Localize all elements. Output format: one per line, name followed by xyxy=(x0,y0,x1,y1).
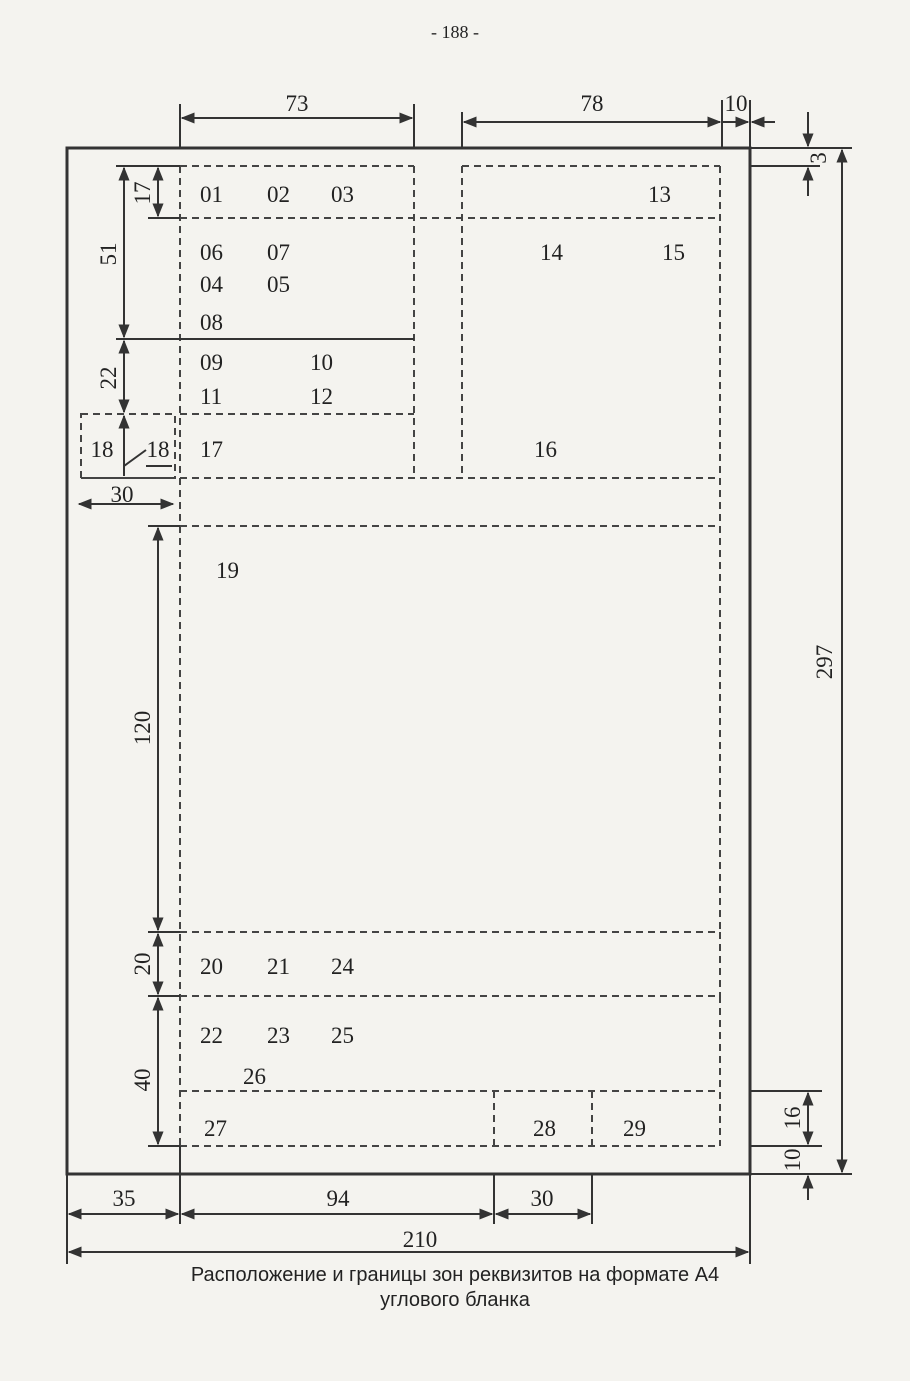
zone-12: 12 xyxy=(310,384,333,409)
caption-line-2: углового бланка xyxy=(380,1289,530,1311)
zone-08: 08 xyxy=(200,310,223,335)
zone-16: 16 xyxy=(534,437,557,462)
dim-120: 120 xyxy=(130,710,155,746)
zone-24: 24 xyxy=(331,954,354,979)
dim-18-left: 18 xyxy=(90,437,114,462)
dim-210: 210 xyxy=(402,1227,438,1252)
zone-14: 14 xyxy=(540,240,563,265)
dim-30-left: 30 xyxy=(110,482,134,507)
zone-09: 09 xyxy=(200,350,223,375)
dim-73: 73 xyxy=(285,91,309,116)
zone-23: 23 xyxy=(267,1023,290,1048)
dim-40: 40 xyxy=(130,1068,155,1092)
zone-27: 27 xyxy=(204,1116,227,1141)
zone-29: 29 xyxy=(623,1116,646,1141)
zone-21: 21 xyxy=(267,954,290,979)
zone-02: 02 xyxy=(267,182,290,207)
zone-22: 22 xyxy=(200,1023,223,1048)
zone-06: 06 xyxy=(200,240,223,265)
page-number: - 188 - xyxy=(431,22,479,42)
zone-grid xyxy=(81,166,720,1146)
dimension-lines xyxy=(67,100,852,1264)
zone-07: 07 xyxy=(267,240,290,265)
zone-04: 04 xyxy=(200,272,223,297)
zone-11: 11 xyxy=(200,384,223,409)
zone-labels xyxy=(200,182,685,1141)
zone-05: 05 xyxy=(267,272,290,297)
dim-94: 94 xyxy=(326,1186,350,1211)
dim-16: 16 xyxy=(780,1106,805,1130)
zone-01: 01 xyxy=(200,182,223,207)
zone-15: 15 xyxy=(662,240,685,265)
dim-20: 20 xyxy=(130,952,155,976)
zone-19: 19 xyxy=(216,558,239,583)
zone-10: 10 xyxy=(310,350,333,375)
dim-30-bottom: 30 xyxy=(530,1186,554,1211)
dim-10-bottom: 10 xyxy=(780,1148,805,1172)
dim-3: 3 xyxy=(806,152,831,164)
zone-26: 26 xyxy=(243,1064,266,1089)
dim-297: 297 xyxy=(812,644,837,680)
zone-25: 25 xyxy=(331,1023,354,1048)
zone-28: 28 xyxy=(533,1116,556,1141)
zone-20: 20 xyxy=(200,954,223,979)
zone-17: 17 xyxy=(200,437,223,462)
dim-78: 78 xyxy=(580,91,604,116)
zone-03: 03 xyxy=(331,182,354,207)
dim-35: 35 xyxy=(112,1186,136,1211)
dim-22: 22 xyxy=(96,366,121,390)
sheet-border xyxy=(67,148,750,1174)
dimension-labels xyxy=(91,91,838,1252)
zone-13: 13 xyxy=(648,182,671,207)
dim-10-top: 10 xyxy=(724,91,748,116)
dim-17: 17 xyxy=(130,181,155,205)
caption-line-1: Расположение и границы зон реквизитов на формате А4 xyxy=(190,1264,720,1286)
dim-51: 51 xyxy=(96,242,121,266)
dim-18-right: 18 xyxy=(146,437,170,462)
